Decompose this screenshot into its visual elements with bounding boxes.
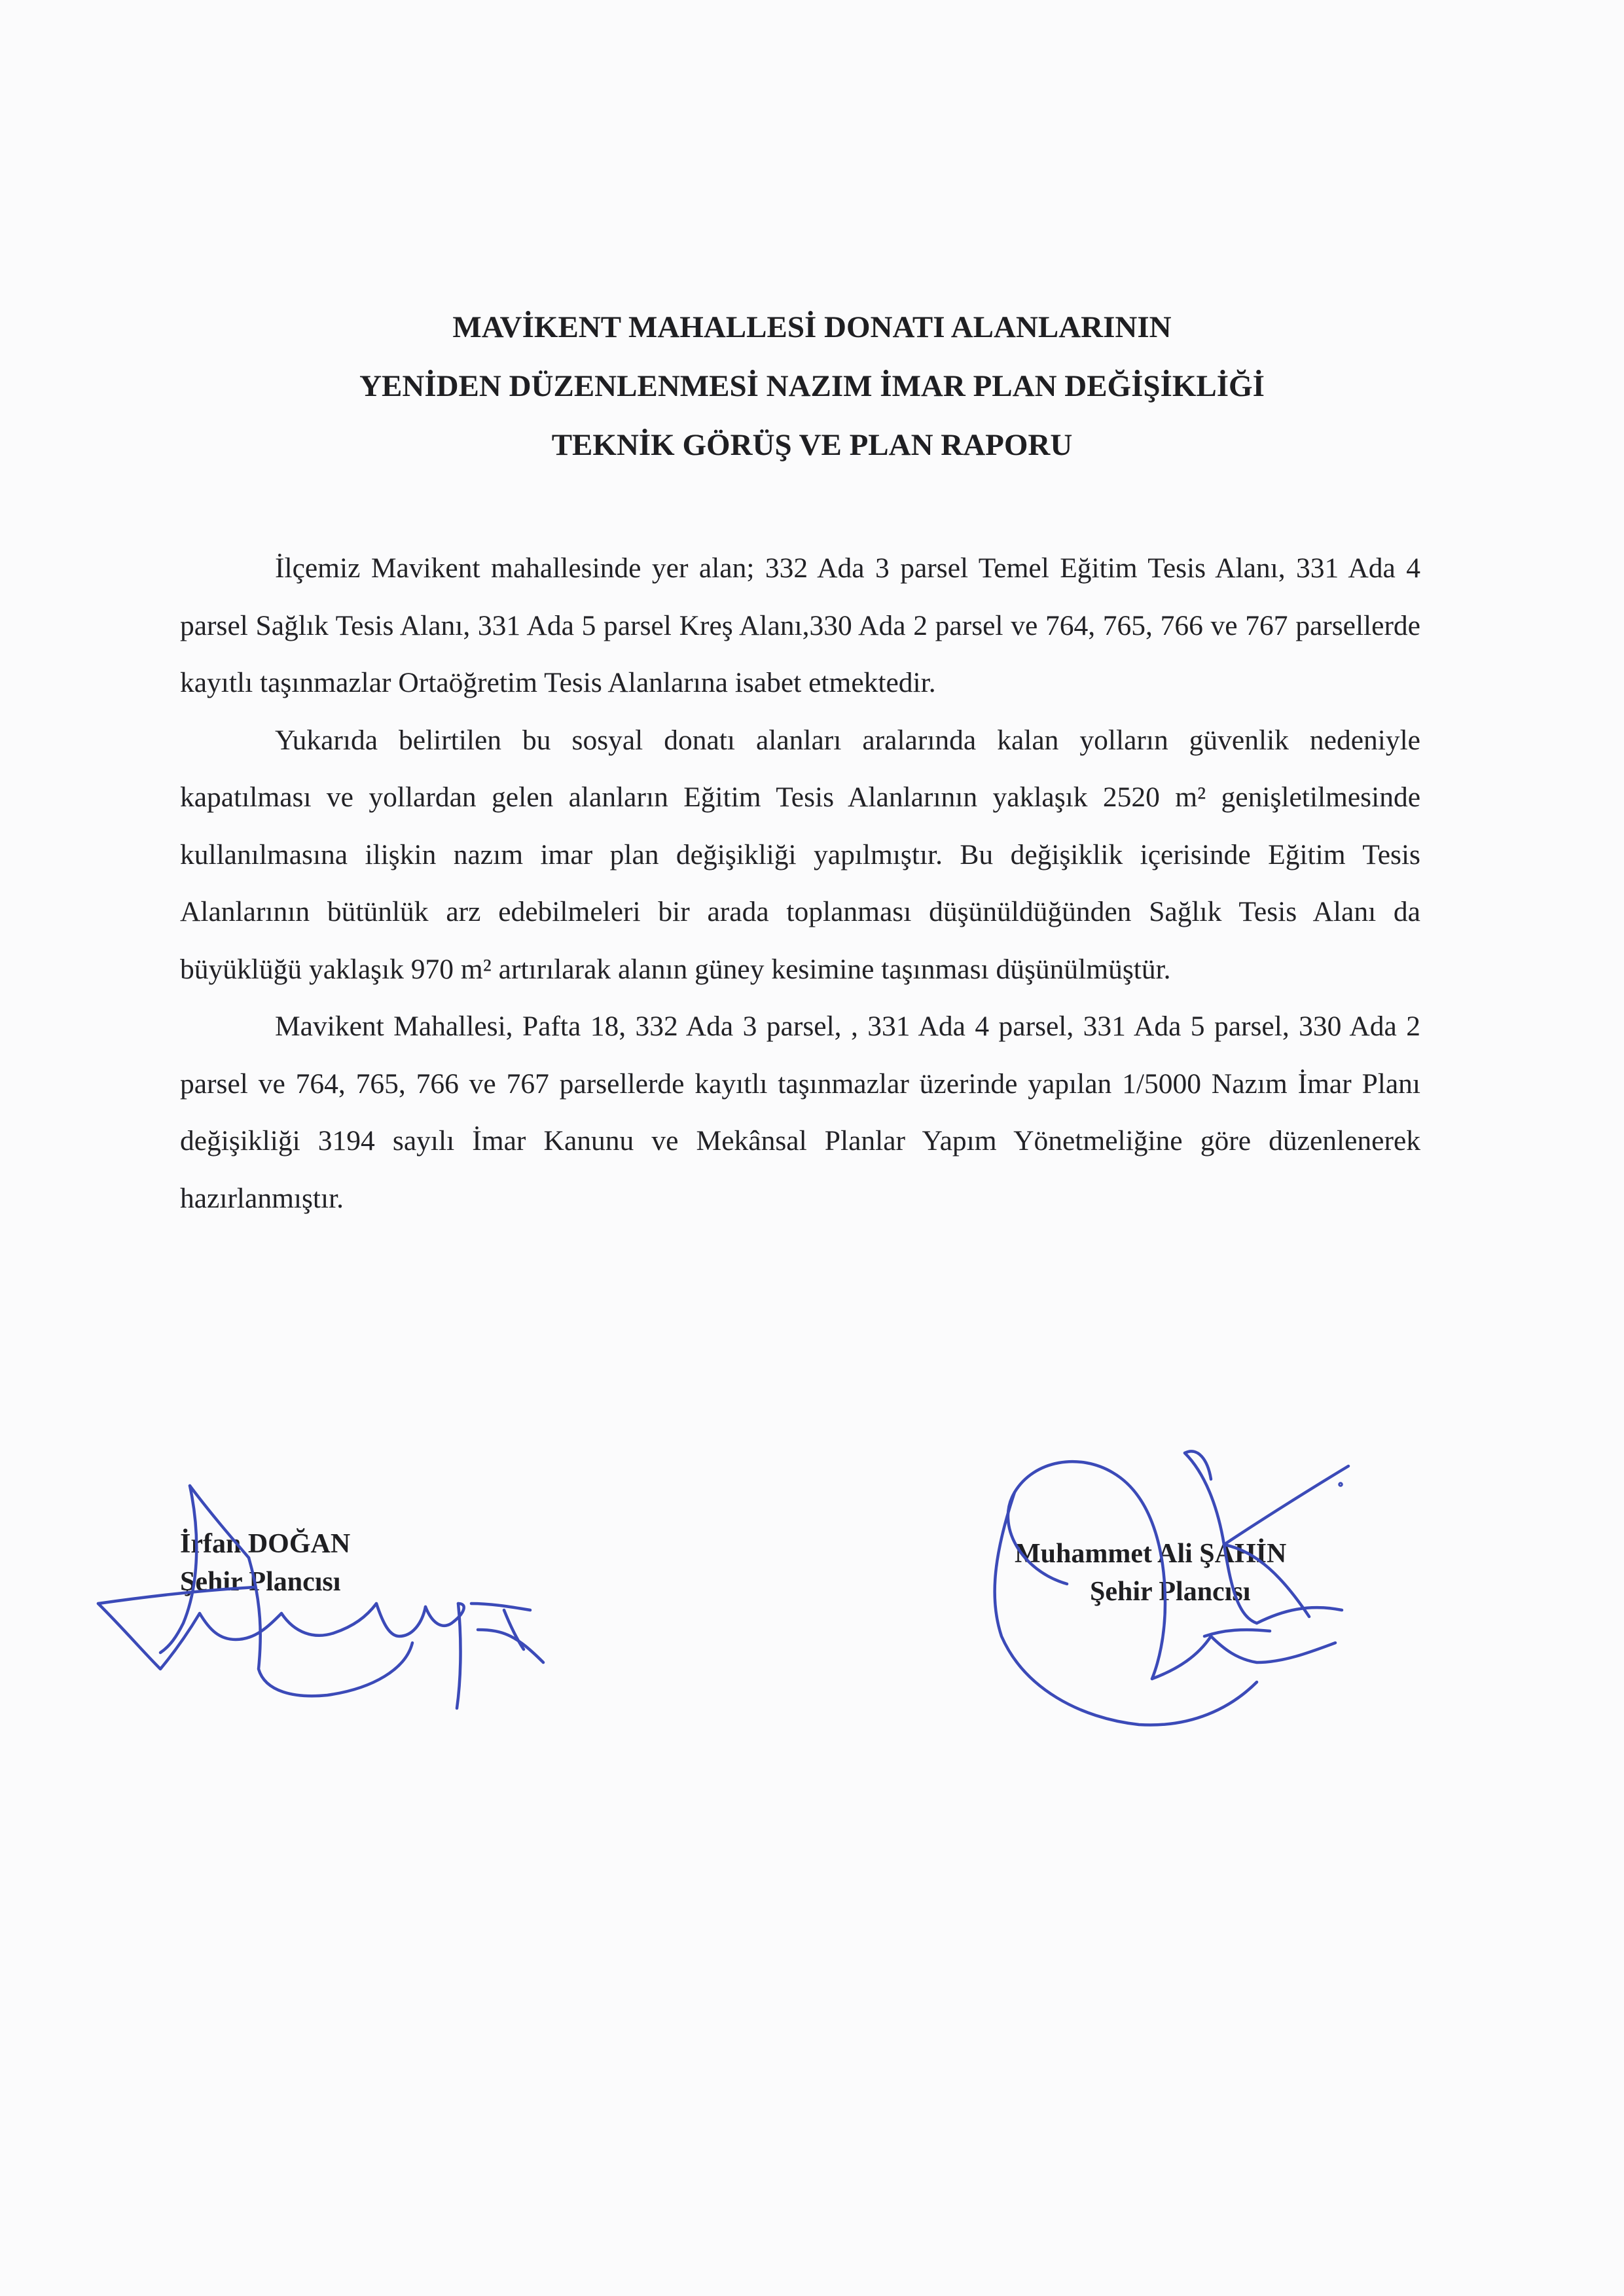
paragraph-1: İlçemiz Mavikent mahallesinde yer alan; 332 Ada 3 parsel Temel Eğitim Tesis Alanı, 331 Ada 4 parsel Sağlık Tesis Alanı, 331 Ada 5 parsel Kreş Alanı,330 Ada 2 parsel ve 764, 765, 766 ve 767 parsellerde kayıtlı taşınmazlar Ortaöğretim Tesis Alanlarına isabet etmektedir. <box>180 552 1420 698</box>
signatory-left-name: İrfan DOĞAN <box>180 1529 351 1559</box>
signatory-right-role: Şehir Plancısı <box>1089 1577 1251 1607</box>
signature-left-icon <box>85 1473 556 1734</box>
document-title <box>0 298 1624 475</box>
title-line-1: MAVİKENT MAHALLESİ DONATI ALANLARININ <box>452 310 1172 344</box>
report-body <box>180 540 1420 1227</box>
paragraph-2: Yukarıda belirtilen bu sosyal donatı alanları aralarında kalan yolların güvenlik nedeniyle kapatılması ve yollardan gelen alanların Eğitim Tesis Alanlarının yaklaşık 2520 m² genişletilmesinde kullanılmasına ilişkin nazım imar plan değişikliği yapılmıştır. Bu değişiklik içerisinde Eğitim Tesis Alanlarının bütünlük arz edebilmeleri bir arada toplanması düşünüldüğünden Sağlık Tesis Alanı da büyüklüğü yaklaşık 970 m² artırılarak alanın güney kesimine taşınması düşünülmüştür. <box>180 724 1420 985</box>
title-line-2: YENİDEN DÜZENLENMESİ NAZIM İMAR PLAN DEĞİŞİKLİĞİ <box>359 369 1265 403</box>
signatory-left-role: Şehir Plancısı <box>180 1567 341 1597</box>
paragraph-3: Mavikent Mahallesi, Pafta 18, 332 Ada 3 parsel, , 331 Ada 4 parsel, 331 Ada 5 parsel, 330 Ada 2 parsel ve 764, 765, 766 ve 767 parsellerde kayıtlı taşınmazlar üzerinde yapılan 1/5000 Nazım İmar Planı değişikliği 3194 sayılı İmar Kanunu ve Mekânsal Planlar Yapım Yönetmeliğine göre düzenlenerek hazırlanmıştır. <box>180 1011 1420 1214</box>
signatory-right-name: Muhammet Ali ŞAHİN <box>1015 1539 1287 1569</box>
title-line-3: TEKNİK GÖRÜŞ VE PLAN RAPORU <box>551 428 1073 462</box>
signature-right-icon <box>916 1420 1414 1761</box>
